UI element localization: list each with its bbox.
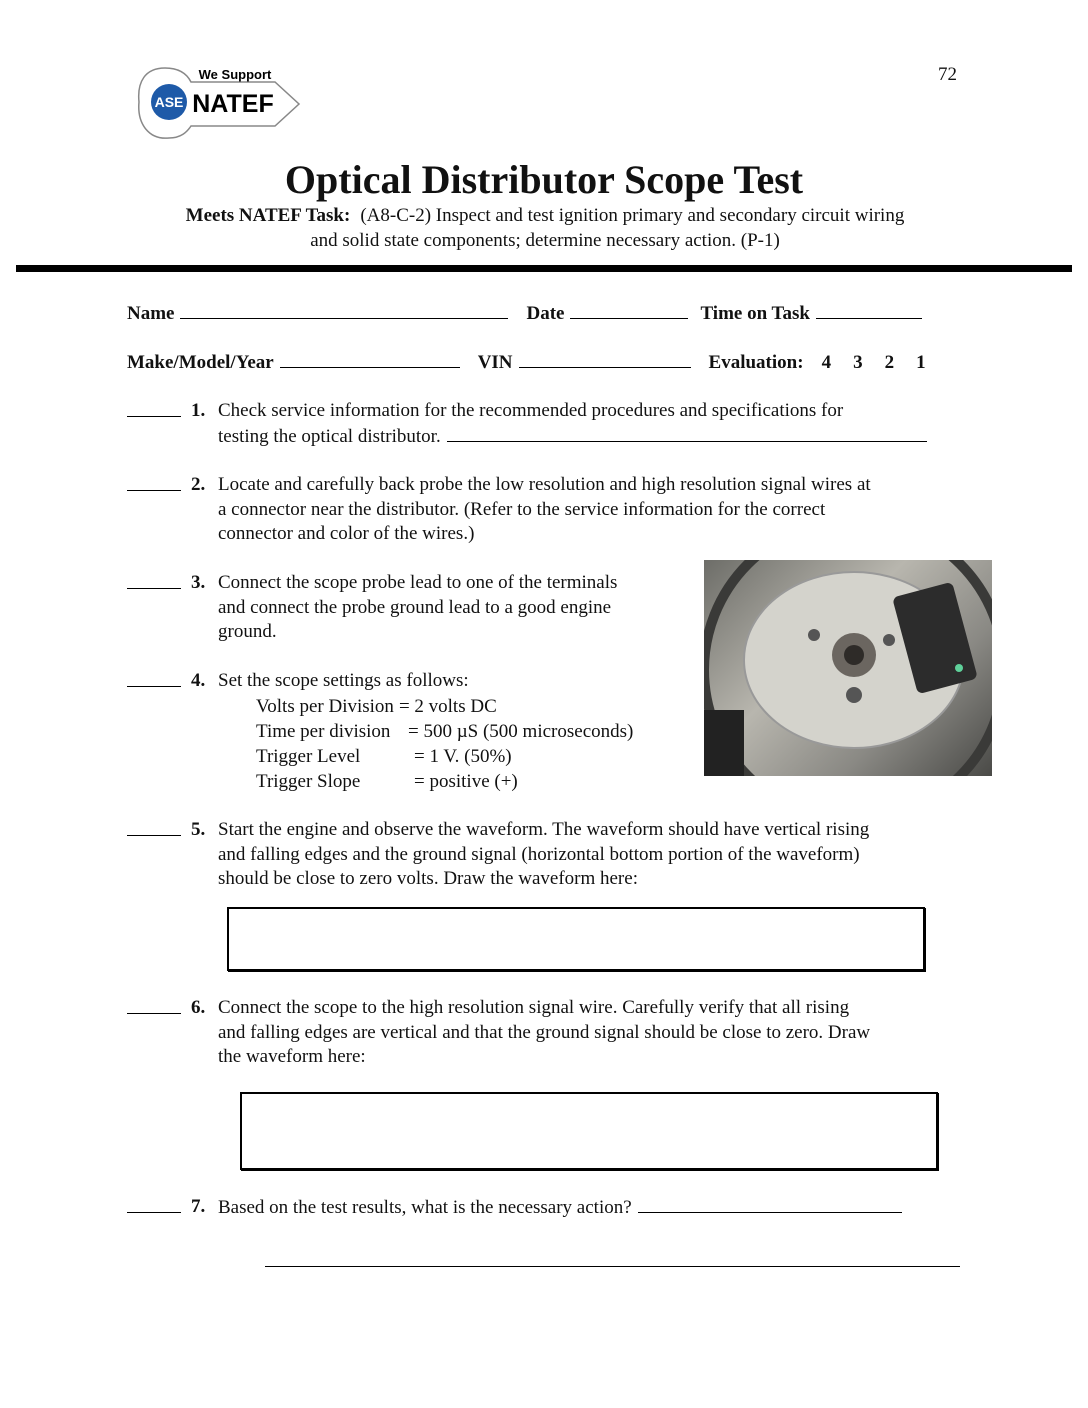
svg-text:ASE: ASE [154,94,184,110]
step-text: Connect the scope probe lead to one of the terminals [218,572,618,593]
page-number: 72 [938,64,957,85]
setting-label: Trigger Slope [256,771,361,792]
svg-text:We Support: We Support [198,67,272,82]
eval-3[interactable]: 3 [853,352,863,373]
step-text-line: Based on the test results, what is the necessary action? [218,1197,632,1218]
task-label: Meets NATEF Task: [185,205,351,226]
step-text: the waveform here: [218,1046,366,1067]
step-text: connector and color of the wires.) [218,523,475,544]
step-text: and falling edges are vertical and that the ground signal should be close to zero. Draw [218,1021,871,1043]
step-number: 5. [191,819,206,840]
divider [16,265,1072,272]
setting-row [256,744,633,769]
step-number: 4. [191,670,206,691]
step-number: 7. [191,1196,206,1217]
check-blank[interactable] [127,490,181,491]
svg-text:NATEF: NATEF [192,90,274,118]
step-text: Check service information for the recommended procedures and specifications for [218,400,844,421]
page-title: Optical Distributor Scope Test [284,157,804,202]
date-field[interactable] [570,301,688,319]
setting-value: = 1 V. (50%) [414,746,512,767]
step-number: 6. [191,997,206,1018]
setting-row [256,719,633,744]
setting-value: = 500 µS (500 microseconds) [408,721,634,742]
task-line2: and solid state components; determine necessary action. (P-1) [310,230,780,251]
natef-task [100,203,990,253]
vin-field[interactable] [519,350,691,368]
step-number: 3. [191,572,206,593]
check-blank[interactable] [127,588,181,589]
waveform-drawing-box-2[interactable] [240,1092,938,1170]
answer-line[interactable] [447,424,927,442]
step-number: 1. [191,400,206,421]
step-text-line: testing the optical distributor. [218,425,441,447]
step-text: a connector near the distributor. (Refer to the service information for the correct [218,498,826,520]
check-blank[interactable] [127,686,181,687]
step-text: and connect the probe ground lead to a good engine [218,596,612,618]
natef-logo [135,62,303,144]
header-fields-row1 [127,301,922,325]
scope-settings [256,694,633,794]
distributor-photo [704,560,992,776]
date-label: Date [526,303,565,324]
step-text: Set the scope settings as follows: [218,670,469,691]
step-text: ground. [218,621,277,642]
make-model-year-label: Make/Model/Year [127,352,274,373]
eval-1[interactable]: 1 [916,352,926,373]
step-text: and falling edges and the ground signal (horizontal bottom portion of the waveform) [218,843,860,865]
name-label: Name [127,303,175,324]
evaluation-label: Evaluation: [708,352,804,373]
answer-line-2[interactable] [265,1266,960,1267]
eval-2[interactable]: 2 [884,352,895,373]
step-text: Start the engine and observe the waveform. The waveform should have vertical rising [218,819,870,840]
vin-label: VIN [477,352,513,373]
check-blank[interactable] [127,835,181,836]
task-line1: (A8-C-2) Inspect and test ignition primary and secondary circuit wiring [360,205,905,226]
header-fields-row2 [127,350,926,374]
time-on-task-field[interactable] [816,301,922,319]
setting-label: Volts per Division [256,696,394,717]
step-text: should be close to zero volts. Draw the waveform here: [218,868,638,889]
check-blank[interactable] [127,1013,181,1014]
setting-value: = positive (+) [414,771,518,792]
setting-value: = 2 volts DC [398,696,497,717]
name-field[interactable] [180,301,508,319]
check-blank[interactable] [127,416,181,417]
setting-label: Time per division [256,721,391,742]
step-text: Connect the scope to the high resolution signal wire. Carefully verify that all rising [218,997,850,1018]
check-blank[interactable] [127,1212,181,1213]
answer-line[interactable] [638,1195,902,1213]
time-on-task-label: Time on Task [700,303,810,324]
step-number: 2. [191,474,206,495]
eval-4[interactable]: 4 [821,352,832,373]
step-text: Locate and carefully back probe the low resolution and high resolution signal wires at [218,474,871,495]
make-model-year-field[interactable] [280,350,460,368]
setting-row [256,769,633,794]
setting-row [256,694,633,719]
setting-label: Trigger Level [256,746,361,767]
waveform-drawing-box-1[interactable] [227,907,925,971]
